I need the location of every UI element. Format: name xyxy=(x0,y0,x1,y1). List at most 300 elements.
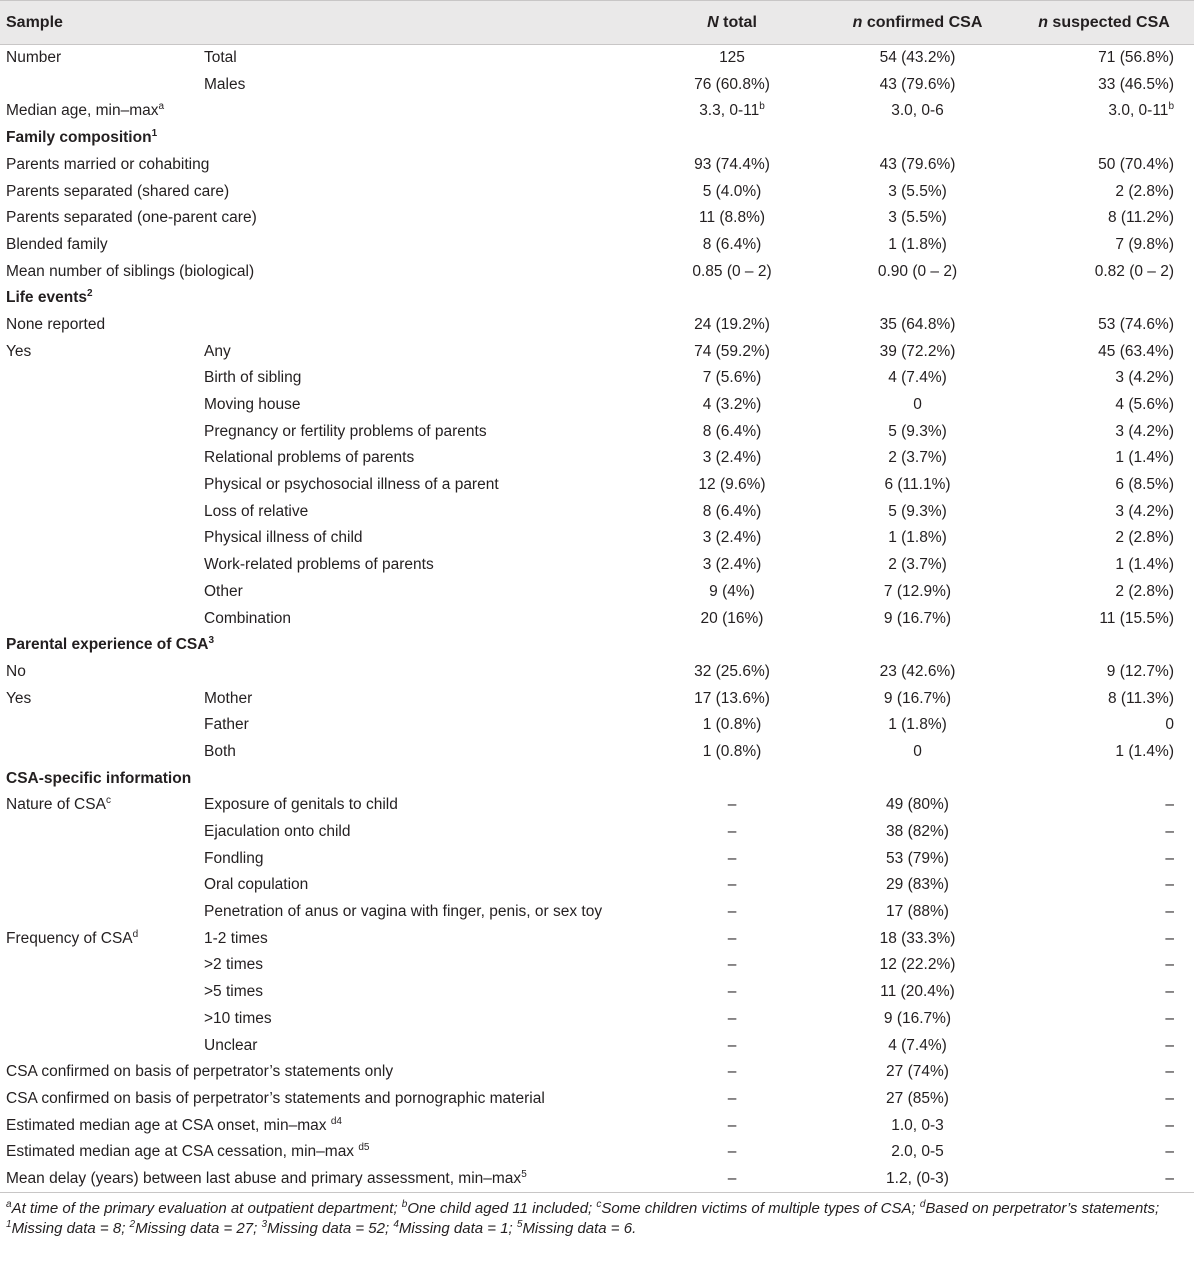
cell-n-confirmed-text: 38 (82%) xyxy=(886,823,949,841)
cell-n-total-text: 3 (2.4%) xyxy=(702,529,762,547)
cell-n-total-text: 8 (6.4%) xyxy=(702,422,762,440)
cell-n-confirmed-text: 0 xyxy=(913,396,922,414)
row-label xyxy=(0,391,198,418)
row-label xyxy=(0,258,643,285)
row-label-text: Estimated median age at CSA onset, min–max xyxy=(6,1116,331,1134)
cell-n-suspected-text: 3.0, 0-11 xyxy=(1108,102,1169,120)
cell-n-suspected xyxy=(1014,1032,1194,1059)
cell-n-total xyxy=(643,525,821,552)
footnote-marker: b xyxy=(759,101,765,113)
footnote-text: Missing data = 6. xyxy=(522,1219,637,1237)
cell-n-suspected-text: 8 (11.3%) xyxy=(1107,689,1174,707)
cell-n-confirmed xyxy=(821,1059,1014,1086)
footnote-marker: 3 xyxy=(208,635,215,647)
cell-n-total-text: – xyxy=(727,849,737,867)
cell-n-total-text: 4 (3.2%) xyxy=(702,396,762,414)
row-label-text: No xyxy=(6,662,26,680)
cell-n-total-text: 9 (4%) xyxy=(709,582,755,600)
cell-n-total-text: 12 (9.6%) xyxy=(698,476,766,494)
cell-n-total xyxy=(643,1085,821,1112)
cell-n-confirmed xyxy=(821,418,1014,445)
cell-n-confirmed-text: 1 (1.8%) xyxy=(888,235,947,253)
row-sublabel-text: Pregnancy or fertility problems of parents xyxy=(204,422,487,440)
footnote-text: Missing data = 8; xyxy=(11,1219,130,1237)
row-label xyxy=(0,45,198,72)
cell-n-total-text: 8 (6.4%) xyxy=(702,235,762,253)
cell-n-confirmed-text: 7 (12.9%) xyxy=(883,582,952,600)
cell-n-suspected xyxy=(1014,418,1194,445)
table-row xyxy=(0,525,1194,552)
cell-n-suspected xyxy=(1014,311,1194,338)
row-sublabel-text: Loss of relative xyxy=(204,502,309,520)
cell-n-suspected-text: – xyxy=(1165,956,1174,974)
cell-n-confirmed xyxy=(821,1112,1014,1139)
cell-n-total xyxy=(643,205,821,232)
section-title xyxy=(0,765,1194,792)
cell-n-suspected xyxy=(1014,525,1194,552)
footnote-text: At time of the primary evaluation at outpatient department; xyxy=(11,1199,402,1217)
cell-n-confirmed-text: 9 (16.7%) xyxy=(883,609,952,627)
cell-n-suspected xyxy=(1014,1139,1194,1166)
table-row xyxy=(0,712,1194,739)
cell-n-confirmed xyxy=(821,45,1014,72)
cell-n-suspected xyxy=(1014,738,1194,765)
row-sublabel xyxy=(198,925,643,952)
footnote-text: Some children victims of multiple types of CSA; xyxy=(601,1199,920,1217)
cell-n-confirmed-text: 2.0, 0-5 xyxy=(891,1143,944,1161)
table-row xyxy=(0,899,1194,926)
section-title xyxy=(0,285,1194,312)
cell-n-confirmed-text: 39 (72.2%) xyxy=(879,342,956,360)
cell-n-confirmed-text: 54 (43.2%) xyxy=(879,49,956,67)
row-sublabel xyxy=(198,1032,643,1059)
row-sublabel-text: Physical illness of child xyxy=(204,529,363,547)
cell-n-total-text: 24 (19.2%) xyxy=(694,315,770,333)
row-label xyxy=(0,1085,643,1112)
table-row xyxy=(0,845,1194,872)
row-label xyxy=(0,578,198,605)
cell-n-total xyxy=(643,418,821,445)
row-label xyxy=(0,98,643,125)
cell-n-suspected xyxy=(1014,979,1194,1006)
cell-n-confirmed-text: 2 (3.7%) xyxy=(888,449,947,467)
cell-n-total xyxy=(643,925,821,952)
table-row xyxy=(0,1005,1194,1032)
cell-n-suspected xyxy=(1014,178,1194,205)
row-label-text: Parents separated (one-parent care) xyxy=(6,209,257,227)
row-label xyxy=(0,178,643,205)
cell-n-confirmed-text: 9 (16.7%) xyxy=(883,1009,952,1027)
row-sublabel xyxy=(198,845,643,872)
cell-n-total-text: 11 (8.8%) xyxy=(698,209,766,227)
row-label xyxy=(0,845,198,872)
row-sublabel-text: Father xyxy=(204,716,249,734)
footnote-marker: 3 xyxy=(261,1218,267,1230)
table-row xyxy=(0,925,1194,952)
cell-n-confirmed-text: 27 (85%) xyxy=(886,1089,949,1107)
section-title xyxy=(0,632,1194,659)
row-sublabel xyxy=(198,818,643,845)
row-sublabel-text: Moving house xyxy=(204,396,301,414)
row-sublabel xyxy=(198,872,643,899)
cell-n-confirmed-text: 0 xyxy=(913,742,922,760)
row-label xyxy=(0,658,643,685)
table-row xyxy=(0,1059,1194,1086)
cell-n-suspected xyxy=(1014,818,1194,845)
row-sublabel-text: Penetration of anus or vagina with finger, penis, or sex toy xyxy=(204,903,603,921)
row-sublabel-text: 1-2 times xyxy=(204,929,268,947)
cell-n-suspected xyxy=(1014,258,1194,285)
cell-n-total-text: – xyxy=(727,1036,737,1054)
row-label xyxy=(0,71,198,98)
table-row xyxy=(0,1139,1194,1166)
cell-n-confirmed-text: 29 (83%) xyxy=(886,876,949,894)
cell-n-confirmed xyxy=(821,552,1014,579)
cell-n-suspected xyxy=(1014,1165,1194,1192)
header-n-confirmed: n confirmed CSA xyxy=(821,1,1014,45)
cell-n-suspected-text: 3 (4.2%) xyxy=(1115,422,1174,440)
cell-n-confirmed-text: 1 (1.8%) xyxy=(888,716,947,734)
table-row xyxy=(0,258,1194,285)
table-header xyxy=(0,1,1194,45)
footnote-marker: d5 xyxy=(358,1142,370,1154)
footnote-marker: 1 xyxy=(6,1218,12,1230)
table-row xyxy=(0,1165,1194,1192)
row-label-text: Parents married or cohabiting xyxy=(6,155,210,173)
cell-n-suspected xyxy=(1014,658,1194,685)
row-sublabel xyxy=(198,1005,643,1032)
table-row xyxy=(0,231,1194,258)
row-sublabel-text: Combination xyxy=(204,609,292,627)
table-row xyxy=(0,979,1194,1006)
footnote-marker: d xyxy=(919,1198,926,1210)
cell-n-confirmed-text: 4 (7.4%) xyxy=(888,369,947,387)
row-sublabel-text: Other xyxy=(204,582,243,600)
row-label-text: Yes xyxy=(6,689,32,707)
row-label xyxy=(0,979,198,1006)
cell-n-suspected-text: 9 (12.7%) xyxy=(1106,662,1174,680)
row-sublabel-text: Males xyxy=(204,75,246,93)
cell-n-total xyxy=(643,1112,821,1139)
cell-n-total xyxy=(643,1059,821,1086)
row-sublabel xyxy=(198,712,643,739)
section-title-text: Life events xyxy=(6,289,87,307)
footnote-marker: 5 xyxy=(521,1168,527,1180)
cell-n-suspected-text: 0 xyxy=(1165,716,1174,734)
cell-n-total xyxy=(643,258,821,285)
footnote-marker: 2 xyxy=(129,1218,136,1230)
cell-n-total xyxy=(643,498,821,525)
cell-n-confirmed-text: 35 (64.8%) xyxy=(879,315,956,333)
cell-n-confirmed-text: 27 (74%) xyxy=(886,1063,949,1081)
row-label-text: Yes xyxy=(6,342,32,360)
cell-n-suspected-text: – xyxy=(1165,876,1174,894)
row-label xyxy=(0,525,198,552)
cell-n-suspected-text: 2 (2.8%) xyxy=(1115,182,1174,200)
cell-n-total xyxy=(643,818,821,845)
cell-n-suspected xyxy=(1014,712,1194,739)
row-label xyxy=(0,1139,643,1166)
row-sublabel-text: Fondling xyxy=(204,849,264,867)
cell-n-total-text: – xyxy=(727,1089,737,1107)
table-row xyxy=(0,311,1194,338)
cell-n-suspected-text: 3 (4.2%) xyxy=(1115,369,1174,387)
section-title-text: CSA-specific information xyxy=(6,769,192,787)
cell-n-suspected xyxy=(1014,872,1194,899)
table-body xyxy=(0,45,1194,1193)
cell-n-suspected-text: – xyxy=(1165,1169,1174,1187)
row-label xyxy=(0,472,198,499)
row-sublabel xyxy=(198,445,643,472)
cell-n-suspected xyxy=(1014,578,1194,605)
cell-n-total xyxy=(643,605,821,632)
section-header-row xyxy=(0,125,1194,152)
footnote-text: Missing data = 27; xyxy=(135,1219,262,1237)
cell-n-suspected-text: 33 (46.5%) xyxy=(1098,75,1174,93)
row-sublabel-text: Unclear xyxy=(204,1036,258,1054)
cell-n-total-text: 5 (4.0%) xyxy=(702,182,762,200)
row-sublabel xyxy=(198,552,643,579)
cell-n-total xyxy=(643,311,821,338)
cell-n-total-text: – xyxy=(727,929,737,947)
row-sublabel-text: Exposure of genitals to child xyxy=(204,796,398,814)
cell-n-total xyxy=(643,845,821,872)
cell-n-suspected xyxy=(1014,45,1194,72)
table-row xyxy=(0,1085,1194,1112)
cell-n-confirmed-text: 5 (9.3%) xyxy=(888,422,947,440)
row-label xyxy=(0,365,198,392)
row-sublabel xyxy=(198,578,643,605)
table-row xyxy=(0,98,1194,125)
cell-n-confirmed xyxy=(821,498,1014,525)
row-sublabel xyxy=(198,418,643,445)
cell-n-confirmed-text: 17 (88%) xyxy=(886,903,949,921)
cell-n-confirmed xyxy=(821,71,1014,98)
row-label xyxy=(0,1032,198,1059)
row-label-text: None reported xyxy=(6,315,106,333)
row-sublabel-text: >5 times xyxy=(204,983,264,1001)
cell-n-suspected-text: 4 (5.6%) xyxy=(1115,396,1174,414)
cell-n-total xyxy=(643,1139,821,1166)
cell-n-total xyxy=(643,98,821,125)
header-n-suspected: n suspected CSA xyxy=(1014,1,1194,45)
row-label xyxy=(0,231,643,258)
cell-n-suspected-text: – xyxy=(1165,823,1174,841)
row-label xyxy=(0,552,198,579)
cell-n-suspected xyxy=(1014,925,1194,952)
cell-n-suspected-text: – xyxy=(1165,1009,1174,1027)
header-row xyxy=(0,1,1194,45)
cell-n-suspected xyxy=(1014,231,1194,258)
cell-n-confirmed xyxy=(821,818,1014,845)
cell-n-suspected xyxy=(1014,445,1194,472)
cell-n-suspected-text: – xyxy=(1165,903,1174,921)
cell-n-confirmed xyxy=(821,979,1014,1006)
cell-n-suspected-text: 3 (4.2%) xyxy=(1115,502,1174,520)
cell-n-total-text: 0.85 (0 – 2) xyxy=(692,262,772,280)
table-row xyxy=(0,685,1194,712)
cell-n-confirmed xyxy=(821,365,1014,392)
row-sublabel xyxy=(198,792,643,819)
row-sublabel-text: Ejaculation onto child xyxy=(204,823,351,841)
row-label xyxy=(0,1165,643,1192)
row-sublabel-text: Oral copulation xyxy=(204,876,309,894)
cell-n-suspected-text: – xyxy=(1165,1089,1174,1107)
table-row xyxy=(0,872,1194,899)
cell-n-total-text: – xyxy=(727,956,737,974)
cell-n-confirmed xyxy=(821,338,1014,365)
cell-n-confirmed-text: 43 (79.6%) xyxy=(879,75,956,93)
cell-n-total-text: – xyxy=(727,823,737,841)
row-sublabel xyxy=(198,391,643,418)
row-sublabel xyxy=(198,525,643,552)
row-label-text: CSA confirmed on basis of perpetrator’s statements only xyxy=(6,1063,394,1081)
cell-n-suspected xyxy=(1014,952,1194,979)
footnote-text: Missing data = 1; xyxy=(398,1219,517,1237)
cell-n-confirmed xyxy=(821,578,1014,605)
cell-n-total-text: – xyxy=(727,1009,737,1027)
row-sublabel xyxy=(198,338,643,365)
table-row xyxy=(0,418,1194,445)
table-row xyxy=(0,605,1194,632)
cell-n-suspected xyxy=(1014,792,1194,819)
cell-n-suspected xyxy=(1014,365,1194,392)
cell-n-confirmed xyxy=(821,872,1014,899)
row-sublabel xyxy=(198,365,643,392)
row-sublabel-text: Mother xyxy=(204,689,253,707)
section-header-row xyxy=(0,285,1194,312)
cell-n-confirmed xyxy=(821,1005,1014,1032)
footnote-marker: 5 xyxy=(516,1218,523,1230)
footnote-text: Missing data = 52; xyxy=(267,1219,394,1237)
table-footnote xyxy=(0,1193,1198,1239)
cell-n-confirmed xyxy=(821,738,1014,765)
cell-n-confirmed-text: 49 (80%) xyxy=(886,796,949,814)
cell-n-suspected-text: – xyxy=(1165,1143,1174,1161)
row-label xyxy=(0,685,198,712)
cell-n-total xyxy=(643,658,821,685)
table-row xyxy=(0,552,1194,579)
row-sublabel xyxy=(198,979,643,1006)
cell-n-suspected-text: 1 (1.4%) xyxy=(1115,742,1174,760)
cell-n-total-text: – xyxy=(727,983,737,1001)
cell-n-confirmed xyxy=(821,1085,1014,1112)
row-label-text: Nature of CSA xyxy=(6,796,106,814)
header-subcategory xyxy=(198,1,643,45)
cell-n-total xyxy=(643,899,821,926)
row-label xyxy=(0,899,198,926)
cell-n-suspected-text: 8 (11.2%) xyxy=(1107,209,1174,227)
cell-n-total xyxy=(643,231,821,258)
row-label xyxy=(0,712,198,739)
cell-n-total-text: 3 (2.4%) xyxy=(702,556,762,574)
row-sublabel xyxy=(198,738,643,765)
row-sublabel xyxy=(198,45,643,72)
cell-n-total xyxy=(643,1005,821,1032)
footnote-marker: c xyxy=(596,1198,602,1210)
cell-n-total-text: – xyxy=(727,1116,737,1134)
row-label xyxy=(0,445,198,472)
row-label xyxy=(0,872,198,899)
row-sublabel xyxy=(198,472,643,499)
cell-n-total-text: 7 (5.6%) xyxy=(702,369,762,387)
cell-n-suspected xyxy=(1014,1085,1194,1112)
cell-n-suspected-text: 6 (8.5%) xyxy=(1115,476,1174,494)
cell-n-confirmed-text: 4 (7.4%) xyxy=(888,1036,947,1054)
table-row xyxy=(0,792,1194,819)
row-label-text: Mean number of siblings (biological) xyxy=(6,262,255,280)
cell-n-suspected xyxy=(1014,472,1194,499)
footnote-marker: c xyxy=(105,795,111,807)
table-row xyxy=(0,952,1194,979)
cell-n-total-text: – xyxy=(727,876,737,894)
cell-n-suspected xyxy=(1014,845,1194,872)
cell-n-total xyxy=(643,151,821,178)
section-title-text: Family composition xyxy=(6,129,152,147)
row-label-text: Frequency of CSA xyxy=(6,929,133,947)
cell-n-suspected xyxy=(1014,552,1194,579)
cell-n-suspected xyxy=(1014,899,1194,926)
cell-n-suspected-text: – xyxy=(1165,929,1174,947)
row-sublabel xyxy=(198,498,643,525)
cell-n-suspected xyxy=(1014,605,1194,632)
cell-n-total-text: – xyxy=(727,1169,737,1187)
cell-n-total-text: 3.3, 0-11 xyxy=(699,102,760,120)
cell-n-suspected-text: – xyxy=(1165,849,1174,867)
cell-n-total xyxy=(643,952,821,979)
table-row xyxy=(0,45,1194,72)
row-label xyxy=(0,738,198,765)
footnote-marker: 2 xyxy=(86,288,93,300)
row-sublabel-text: >2 times xyxy=(204,956,264,974)
cell-n-suspected-text: 1 (1.4%) xyxy=(1115,556,1174,574)
row-label xyxy=(0,818,198,845)
cell-n-suspected xyxy=(1014,71,1194,98)
row-sublabel xyxy=(198,952,643,979)
cell-n-confirmed-text: 43 (79.6%) xyxy=(879,155,956,173)
cell-n-confirmed-text: 1 (1.8%) xyxy=(888,529,947,547)
row-label xyxy=(0,925,198,952)
cell-n-confirmed-text: 23 (42.6%) xyxy=(879,662,956,680)
row-sublabel xyxy=(198,605,643,632)
row-sublabel xyxy=(198,685,643,712)
cell-n-total xyxy=(643,365,821,392)
cell-n-total-text: 76 (60.8%) xyxy=(694,75,770,93)
cell-n-total-text: 17 (13.6%) xyxy=(694,689,770,707)
cell-n-confirmed-text: 2 (3.7%) xyxy=(888,556,947,574)
cell-n-suspected-text: 45 (63.4%) xyxy=(1098,342,1174,360)
row-label xyxy=(0,205,643,232)
row-label xyxy=(0,1059,643,1086)
cell-n-suspected-text: 50 (70.4%) xyxy=(1098,155,1174,173)
footnote-marker: d4 xyxy=(330,1115,342,1127)
cell-n-confirmed xyxy=(821,712,1014,739)
table-row xyxy=(0,365,1194,392)
row-sublabel-text: Work-related problems of parents xyxy=(204,556,434,574)
row-label xyxy=(0,1112,643,1139)
cell-n-confirmed-text: 3 (5.5%) xyxy=(888,209,947,227)
cell-n-total-text: 93 (74.4%) xyxy=(694,155,770,173)
cell-n-total-text: 125 xyxy=(719,49,745,67)
cell-n-suspected-text: – xyxy=(1165,1116,1174,1134)
cell-n-confirmed xyxy=(821,792,1014,819)
table-row xyxy=(0,178,1194,205)
cell-n-confirmed-text: 5 (9.3%) xyxy=(888,502,947,520)
cell-n-total xyxy=(643,45,821,72)
cell-n-confirmed-text: 3 (5.5%) xyxy=(888,182,947,200)
cell-n-confirmed-text: 3.0, 0-6 xyxy=(891,102,944,120)
cell-n-confirmed xyxy=(821,311,1014,338)
